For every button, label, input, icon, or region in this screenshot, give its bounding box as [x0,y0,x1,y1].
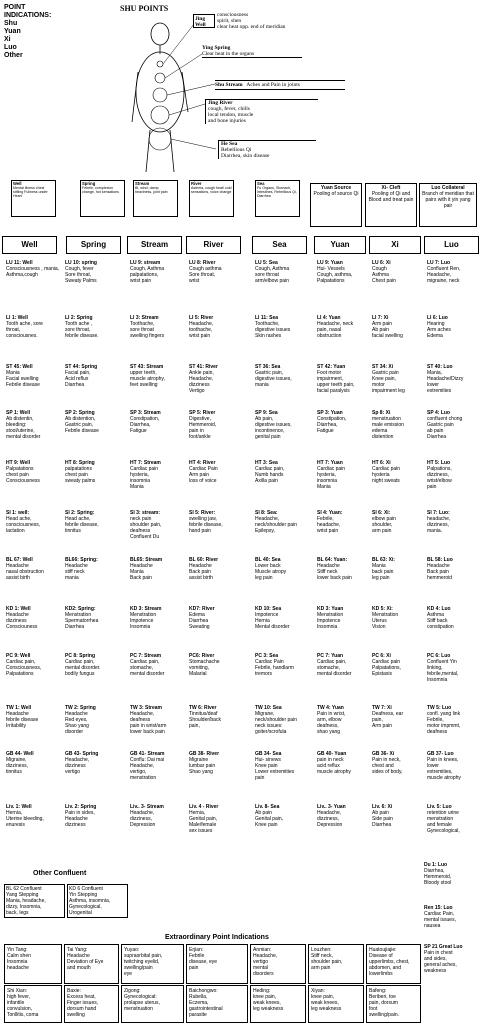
summary-title: Xi- Cleft [381,185,401,191]
cell-spring: LI 2: Spring Tooth ache , sore throat, febrile disease. [65,315,99,339]
cell-point-name: GB 40- Yuan [317,751,347,757]
cell-luo: PC 6: Luo Confluent Yin linking, febrile,mental, Insomnia [427,653,459,683]
cell-point-name: Sp 8: Xi [372,410,391,416]
cell-river: HT 4: River Cardiac Pain Arm pain loss of voice [189,460,218,484]
cell-point-name: LU 9: stream [130,260,161,266]
cell-sea: TW 10: Sea Migrane, neck/shoulder pain neck issues: goiter/scrofula [255,705,297,735]
other-confluent-title: Other Confluent [33,870,87,877]
cell-spring: HT 8: Spring palpatations chest pain sweaty palms [65,460,96,484]
heading-line: Shu [4,20,18,27]
cell-point-name: SI 6: Xi: [372,510,391,516]
cell-yuan: KD 3: Yuan Menstration Impotence Insomnia [317,606,344,630]
cell-luo: GB 37- Luo Pain in knees, lower extremities, muscle atrophy [427,751,461,781]
cell-xi: SI 6: Xi: elbow pain shoulder, arm pain [372,510,396,534]
cell-xi: HT 6: Xi Cardiac pain hysteria night sweats [372,460,401,484]
cell-sea: PC 3: Sea Cardiac Pain Febrile, handlarm tremors [255,653,294,677]
cell-point-name: SP 9: Sea [255,410,278,416]
cell-point-name: TW 1: Well [6,705,32,711]
cell-luo: TW 5: Luo confl. yang link Febrile, motor impmmt, deafness [427,705,461,735]
summary-title: River [191,181,202,186]
jing-well-name: Jing Well [195,16,206,28]
summary-xi [365,183,417,227]
summary-desc: Pooling of source Qi [313,191,359,197]
points-grid [0,258,481,865]
cell-luo: LU 7: Luo Confluent Ren, Headache, migraine, neck [427,260,461,284]
ying-spring-name: Ying Spring [202,45,231,51]
cell-yuan: HT 7: Yuan Cardiac pain hysteria, insomnia Mania [317,460,346,490]
summary-desc: Febrile, complexion change, hot sensations [82,186,119,194]
cell-point-name: LI 1: Well [6,315,28,321]
cell-point-name: GB 43- Spring [65,751,99,757]
cell-luo: LI 6: Luo Hearing Arm aches Edema [427,315,451,339]
cell-luo: SP 4: Luo confluent chong Gastric pain ab pain Diarrhea [427,410,463,440]
cell-point-name: BL 58: Luo [427,557,453,563]
cell-xi: BL 63: Xi: Mania back pain leg pain [372,557,395,581]
cell-point-name: LI 6: Luo [427,315,448,321]
cell-point-name: PC 3: Sea [255,653,279,659]
summary-title: Spring [82,181,96,186]
summary-title: Luo Collateral [431,185,465,191]
extraordinary-row-2 [0,985,422,1023]
he-sea-name: He Sea [221,141,238,147]
cell-point-name: SI 3: stream: [130,510,161,516]
summary-yuan [310,183,362,227]
column-header-stream: Stream [127,236,182,254]
figure-head [151,23,169,45]
cell-yuan: LU 9: Yuan Hui- Vessels Cough, asthma, Palpatations [317,260,353,284]
cell-point-name: KD2: Spring: [65,606,96,612]
cell-sea: GB 34- Sea Hui- sinews Knee pain Lower extremities pain [255,751,295,781]
cell-yuan: BL 64: Yuan: Headache Stiff neck lower back pain [317,557,352,581]
cell-xi: LI 7: Xi Arm pain Ab pain facial swelling [372,315,403,339]
cell-point-name: BL 63: Xi: [372,557,395,563]
cell-point-name: ST 34: Xi [372,364,394,370]
cell-xi: TW 7: Xi Deafness, ear pain, Arm pain [372,705,404,729]
figure-circle-5 [149,128,171,150]
summary-title: Well [13,181,22,186]
cell-well: LI 1: Well Tooth ache, sore throat, consciousnes. [6,315,43,339]
cell-point-name: LI 4: Yuan [317,315,341,321]
figure-circle-2 [155,73,165,83]
cell-point-name: LU 6: Xi [372,260,391,266]
cell-luo: SI 7: Luo: headache, dizziness, mania. [427,510,451,534]
cell-xi: Liv. 6: Xi Ab pain Side pain Diarrhea [372,804,393,828]
column-header-xi: Xi [369,236,421,254]
cell-point-name: LI 5: River [189,315,214,321]
cell-point-name: SP 5: River [189,410,216,416]
cell-spring: ST 44: Spring Facial pain, Acid reflux Diarrhea [65,364,98,388]
cell-river: ST 41: River Ankle pain, Headache, dizziness Vertigo [189,364,218,394]
cell-sea: KD 10: Sea Impotence Hernia Mental disorder [255,606,290,630]
cell-point-name: ST 40: Luo [427,364,453,370]
extra-point-box: Yuyao: supraorbital pain, twitching eyelid, swelling/pain eye [121,944,184,984]
shu-stream-name: Shu Stream [215,82,243,88]
cell-point-name: ST 41: River [189,364,218,370]
cell-well: SI 1: well: Head ache, consciousness, lactation [6,510,41,534]
cell-xi: GB 36- Xi Pain in neck, chest and sides of body, [372,751,403,775]
cell-xi: LU 6: Xi Cough Asthma Chest pain [372,260,396,284]
cell-point-name: Du 1: Luo [424,862,448,868]
body-figure-diagram [130,12,225,177]
cell-point-name: HT 7: Yuan [317,460,343,466]
column-header-yuan: Yuan [314,236,366,254]
he-sea-text: Rebellious Qi Diarrhea, skin disease [221,147,270,159]
shu-stream-text: Aches and Pain in joints [246,82,300,88]
cell-point-name: LU 10: spring [65,260,97,266]
summary-title: Stream [135,181,150,186]
cell-point-name: LU 5: Sea [255,260,278,266]
summary-title: Yuan Source [320,185,352,191]
cell-point-name: HT 9: Well [6,460,31,466]
cell-point-name: HT 8: Spring [65,460,95,466]
cell-point-name: TW 10: Sea [255,705,282,711]
cell-point-name: SI 7: Luo: [427,510,450,516]
ren15-luo-cell: Ren 15: Luo Cardiac Pain, mental issues, nausea [424,905,456,929]
figure-circle-1 [157,61,163,67]
cell-spring: SI 2: Spring: Head ache, febrile disease, tinnitus [65,510,99,534]
cell-point-name: Liv. 5: Luo [427,804,452,810]
cell-point-name: KD 1: Well [6,606,31,612]
cell-point-name: LU 7: Luo [427,260,451,266]
cell-stream: BL65: Stream Headache Mania Back pain [130,557,163,581]
summary-desc: Branch of meridian that pairs with it yin yang pair [422,191,474,209]
cell-point-name: TW 7: Xi [372,705,392,711]
heading-line: Luo [4,44,17,51]
cell-river: LU 8: River Cough asthma Sore throat, wrist [189,260,222,284]
cell-spring: PC 8: Spring Cardiac pain, mental disorder. bodily fungus [65,653,101,677]
extra-point-box: Tai Yang: Headache Deviation of Eye and mouth [64,944,119,984]
cell-point-name: PC 6: Xi [372,653,391,659]
cell-point-name: GB 34- Sea [255,751,282,757]
cell-point-name: PC 7: Stream [130,653,162,659]
cell-sea: LU 5: Sea Cough, Asthma sore throat arm/elbow pain [255,260,290,284]
cell-sea: HT 3: Sea Cardiac pain, Numb hands Axilla pain [255,460,285,484]
figure-circle-3 [153,88,167,102]
cell-point-name: SP 21 Great Luo [424,944,463,950]
extra-point-box: Louzhen: Stiff neck, shoulder pain, arm pain [308,944,364,984]
pointer-he [171,139,216,149]
column-header-luo: Luo [424,236,479,254]
kd6-confluent-box: KD 6 Confluent Yin Stepping Asthma, insomnia, Gynecological, Urogenital [67,884,128,918]
summary-river [189,180,234,217]
cell-yuan: TW 4: Yuan Pain in wrist, arm, elbow deafness, shao yang [317,705,346,735]
extra-point-box: Shi Xian: high fever, infantile convulsion, Tonllitis, coma [4,985,62,1023]
cell-point-name: SI 8: Sea: [255,510,278,516]
cell-point-name: BL66: Spring: [65,557,98,563]
pointer-shu [167,84,215,95]
cell-point-name: SI 5: River: [189,510,216,516]
cell-point-name: HT 4: River [189,460,216,466]
ying-spring-text: Clear heat in the organs [202,51,255,57]
summary-desc: Fu Organs, Stomach, Intestines, Rebellious Qi, Diarrhea [257,186,297,198]
cell-spring: KD2: Spring: Menstration Spermatorrhea Diarrhea [65,606,99,630]
heading-line: INDICATIONS: [4,12,52,19]
cell-well: HT 9: Well Palpatations chest pain Consciousness [6,460,40,484]
cell-point-name: KD7: River [189,606,215,612]
cell-point-name: PC 7: Yuan [317,653,344,659]
extra-point-box: Huatoujiajie: Disease of upperlimbs, chest, abdomen, and lowerlimbs [366,944,421,984]
cell-river: Liv. 4 - River Hernia, Genital pain, Male/female sex issues [189,804,219,834]
cell-stream: SP 3: Stream Constipation, Diarrhea, Fatigue [130,410,161,434]
cell-point-name: GB 41- Stream [130,751,165,757]
cell-point-name: GB 38- River [189,751,220,757]
bl62-confluent-box: BL 62 Confluent Yang Stepping Mania, headache, dizzy, Insomnia, back, legs [4,884,65,918]
cell-point-name: PC 6: Luo [427,653,451,659]
shu-points-title: SHU POINTS [120,4,169,13]
cell-point-name: HT 7: Stream [130,460,161,466]
cell-luo: ST 40: Luo Mania, Headache/Dizzy lower extremities [427,364,464,394]
cell-well: GB 44- Well Migraine, dizziness, tinnitus [6,751,34,775]
cell-point-name: LU 11: Well [6,260,33,266]
cell-river: TW 6: River Tinnitus/deaf Shoulder/back pain, [189,705,221,729]
cell-point-name: TW 5: Luo [427,705,452,711]
cell-xi: ST 34: Xi Gastric pain Knee pain, motor impairment leg [372,364,405,394]
cell-point-name: KD 10: Sea [255,606,282,612]
column-header-sea: Sea [252,236,307,254]
summary-desc: Pooling of Qi and Blood and treat pain [368,191,414,203]
cell-stream: HT 7: Stream Cardiac pain hysteria, insomnia Mania [130,460,161,490]
extra-point-box: Baichongwo: Rubella, Eczema, gastrointestinal parasite [186,985,248,1023]
cell-stream: ST 43: Stream upper teeth, muscle atrophy, feet swelling [130,364,165,388]
cell-point-name: LI 3: Stream [130,315,159,321]
cell-point-name: HT 6: Xi [372,460,391,466]
cell-point-name: Ren 15: Luo [424,905,453,911]
summary-spring [80,180,125,217]
cell-point-name: LI 7: Xi [372,315,389,321]
cell-point-name: TW 4: Yuan [317,705,344,711]
cell-sea: SI 8: Sea: Headache, neck/shoulder pain Epilepsy, [255,510,297,534]
cell-well: KD 1: Well Headache dizziness Consciouness [6,606,38,630]
cell-luo: Liv. 5: Luo retention urine menstration and female Gynecological, [427,804,460,834]
extra-point-box: Heding: knee pain, weak knees, leg weakness [250,985,306,1023]
heading-line: Xi [4,36,11,43]
cell-river: PC6: River Stomachache vomiting, Malarial [189,653,220,677]
cell-point-name: KD 5: Xi: [372,606,393,612]
cell-luo: KD 4: Luo Asthma Stiff back constipation [427,606,454,630]
cell-xi: KD 5: Xi: Menstration Uterus Vision [372,606,399,630]
cell-point-name: SP 1: Well [6,410,30,416]
heading-line: Other [4,52,23,59]
summary-desc: Bi, wind, damp heaviness, joint pain [135,186,168,194]
cell-stream: PC 7: Stream Cardiac pain, stomache, mental disorder [130,653,165,677]
summary-desc: Asthma, cough heat/ cold sensations, voice change [191,186,232,194]
cell-well: SP 1: Well Ab distentin, bleeding: stool/uterine, mental disorder [6,410,41,440]
extra-point-box: Erjian: Febrile disease, eye pain [186,944,248,984]
cell-sea: Liv. 8- Sea Ab pain Genital pain, Knee pain [255,804,284,828]
cell-stream: Liv.. 3- Stream Headache, dizziness, Depression [130,804,164,828]
cell-point-name: TW 6: River [189,705,217,711]
figure-circle-4 [151,106,169,124]
cell-spring: Liv. 2: Spring Pain in sides, Headache dizziness [65,804,97,828]
cell-spring: TW 2: Spring Headache Red eyes, Shao yang disorder [65,705,96,735]
extraordinary-title: Extraordinary Point Indications [165,934,269,941]
cell-point-name: ST 45: Well [6,364,33,370]
cell-point-name: SP 4: Luo [427,410,450,416]
cell-point-name: TW 3: Stream [130,705,162,711]
cell-well: Liv. 1: Well Hernia, Uterine bleeding, enuresis [6,804,44,828]
cell-yuan: Liv.. 3- Yuan Headache, dizziness, Depression [317,804,346,828]
cell-sea: LI 11: Sea Toothache, digestive issues Skin rashes [255,315,291,339]
jing-river-name: Jing River [208,100,233,106]
cell-well: PC 9: Well Cardiac pain, Consciousness, Palpatations [6,653,42,677]
cell-well: LU 11: Well Consciousness , mania, Asthma,cough [6,260,60,278]
cell-yuan: PC 7: Yuan Cardiac pain, stomache, mental disorder [317,653,352,677]
extraordinary-row-1 [0,944,422,984]
extra-point-box: Yin Tang: Calm shen Insomnia headache [4,944,62,984]
pointer-ying [165,54,202,78]
cell-point-name: SI 4: Yuan: [317,510,343,516]
cell-spring: SP 2: Spring Ab distention, Gastric pain, Febrile disease [65,410,99,434]
figure-left-arm [132,72,138,122]
summary-well [11,180,56,217]
cell-point-name: BL 67: Well [6,557,33,563]
shu-stream-label [215,80,345,90]
cell-stream: SI 3: stream: neck pain shoulder pain, deafness Confluent Du [130,510,162,540]
cell-well: TW 1: Well Headache febrile disease Irritability [6,705,39,729]
jing-river-label [205,99,318,124]
ying-spring-label [202,45,302,58]
cell-point-name: BL 64: Yuan: [317,557,348,563]
cell-point-name: GB 44- Well [6,751,34,757]
cell-sea: SP 9: Sea Ab pain, digestive issues, incontinence, genital pain [255,410,292,440]
cell-yuan: ST 42: Yuan Foot motor impairment, upper teeth pain, facial paralysis [317,364,355,394]
cell-well: BL 67: Well Headache nasal obstruction assist birth [6,557,44,581]
summary-luo [419,183,477,227]
he-sea-label [218,140,316,159]
cell-xi: Sp 8: Xi menstruation male emission edema distention [372,410,404,440]
extra-point-box: Anmian: Headache, vertigo mental disorders [250,944,306,984]
cell-spring: LU 10: spring Cough, fever Sore throat, Sweaty Palms [65,260,97,284]
cell-point-name: HT 5: Luo [427,460,451,466]
cell-river: GB 38- River Migraine lumbar pain Shao yang [189,751,220,775]
cell-stream: KD 3: Stream Menstration Impotence Insomnia [130,606,162,630]
cell-well: ST 45: Well Mania Facial swelling Febrile disease [6,364,40,388]
summary-title: Sea [257,181,265,186]
cell-point-name: GB 37- Luo [427,751,454,757]
cell-point-name: ST 43: Stream [130,364,164,370]
du1-luo-cell: Du 1: Luo Diarrhea, Hemmeroid, Bloody stool [424,862,452,886]
figure-torso [136,52,184,132]
cell-point-name: ST 44: Spring [65,364,98,370]
cell-river: BL 60: River Headache Back pain assist birth [189,557,219,581]
cell-point-name: BL 40: Sea [255,557,281,563]
cell-river: KD7: River Edema Diarrhea Sweating [189,606,215,630]
cell-point-name: Liv. 8- Sea [255,804,280,810]
cell-point-name: TW 2: Spring [65,705,96,711]
cell-stream: TW 3: Stream Headache, deafness pain in wrist/arm lower back pain [130,705,167,735]
cell-point-name: BL 60: River [189,557,219,563]
cell-sea: ST 36: Sea Gastric pain, digestive issues, mania [255,364,292,388]
sp21-luo-cell: SP 21 Great Luo Pain in chest and sides, general aches, weakness [424,944,463,974]
jing-river-text: cough, fever, chills local tendon, muscle and bone injuries [208,106,254,124]
cell-point-name: Liv.. 3- Yuan [317,804,346,810]
cell-spring: BL66: Spring: Headache stiff neck mania [65,557,98,581]
cell-point-name: LI 11: Sea [255,315,279,321]
cell-point-name: Liv. 2: Spring [65,804,97,810]
extra-point-box: Bafeng: Beriberi, toe pain, dorsum foot swelling/pain. [366,985,421,1023]
cell-luo: BL 58: Luo Headache Back pain hemmeroid [427,557,453,581]
summary-sea [255,180,300,217]
summary-stream [133,180,178,217]
cell-point-name: HT 3: Sea [255,460,278,466]
cell-point-name: ST 42: Yuan [317,364,346,370]
extra-point-box: Zigong: Gynecological: prolapse uterus, menstruation [121,985,184,1023]
cell-point-name: KD 3: Stream [130,606,162,612]
cell-point-name: SI 1: well: [6,510,30,516]
cell-point-name: GB 36- Xi [372,751,395,757]
cell-sea: BL 40: Sea Lower back Muscle atropy leg pain [255,557,287,581]
column-header-spring: Spring [66,236,121,254]
column-header-river: River [186,236,241,254]
cell-stream: LI 3: Stream Toothache, sore throat swelling fingers [130,315,165,339]
pointer-jing [163,24,194,64]
cell-point-name: Liv.. 3- Stream [130,804,164,810]
cell-point-name: SP 2: Spring [65,410,95,416]
cell-point-name: LI 2: Spring [65,315,93,321]
cell-yuan: LI 4: Yuan Headache, neck pain, nasal obstruction [317,315,354,339]
cell-point-name: PC 8: Spring [65,653,96,659]
cell-point-name: LU 8: River [189,260,216,266]
cell-point-name: SP 3: Stream [130,410,161,416]
extra-point-box: Baxie: Excess heat, Finger issues, dorsum hand swelling [64,985,119,1023]
jing-well-text: consciousness spirit, shen clear heat opp. end of meridian [217,12,286,30]
heading-line: Yuan [4,28,21,35]
cell-yuan: SP 3: Yuan Constipation, Diarrhea, Fatigue [317,410,347,434]
summary-desc: Mental illness chest stifling Fullness under Heart [13,186,48,198]
cell-river: SP 5: River Digestive, Hemmeroid, pain in foot/ankle [189,410,217,440]
extra-point-box: Xiyan: knee pain, weak knees, leg weakness [308,985,364,1023]
cell-point-name: LU 9: Yuan [317,260,343,266]
cell-point-name: BL65: Stream [130,557,163,563]
column-header-well: Well [2,236,57,254]
point-indications-heading [4,4,84,60]
cell-point-name: PC6: River [189,653,215,659]
cell-point-name: KD 3: Yuan [317,606,344,612]
cell-spring: GB 43- Spring Headache, dizziness vertigo [65,751,99,775]
cell-river: SI 5: River: swelling jaw, febrile disease, hand pain [189,510,223,534]
cell-point-name: KD 4: Luo [427,606,451,612]
heading-line: POINT [4,4,26,11]
cell-point-name: Liv. 1: Well [6,804,32,810]
cell-luo: HT 5: Luo Palpations, dizziness, wrist/elbow pain [427,460,452,490]
cell-point-name: SP 3: Yuan [317,410,343,416]
cell-point-name: PC 9: Well [6,653,31,659]
cell-point-name: Liv. 6: Xi [372,804,393,810]
cell-xi: PC 6: Xi Cardiac pain Palpatations, Epistaxis [372,653,401,677]
cell-point-name: Liv. 4 - River [189,804,219,810]
jing-well-label [193,14,215,28]
cell-stream: LU 9: stream Cough, Asthma palpatations, wrist pain [130,260,165,284]
cell-yuan: GB 40- Yuan pain in neck acid reflux muscle atrophy [317,751,351,775]
cell-point-name: ST 36: Sea [255,364,281,370]
cell-river: LI 5: River Headache, toothache, wrist pain [189,315,214,339]
cell-stream: GB 41- Stream Conflu: Dai mai Headache, vertigo, menstration [130,751,165,781]
cell-point-name: SI 2: Spring: [65,510,95,516]
cell-yuan: SI 4: Yuan: Febrile, headache, wrist pain [317,510,343,534]
